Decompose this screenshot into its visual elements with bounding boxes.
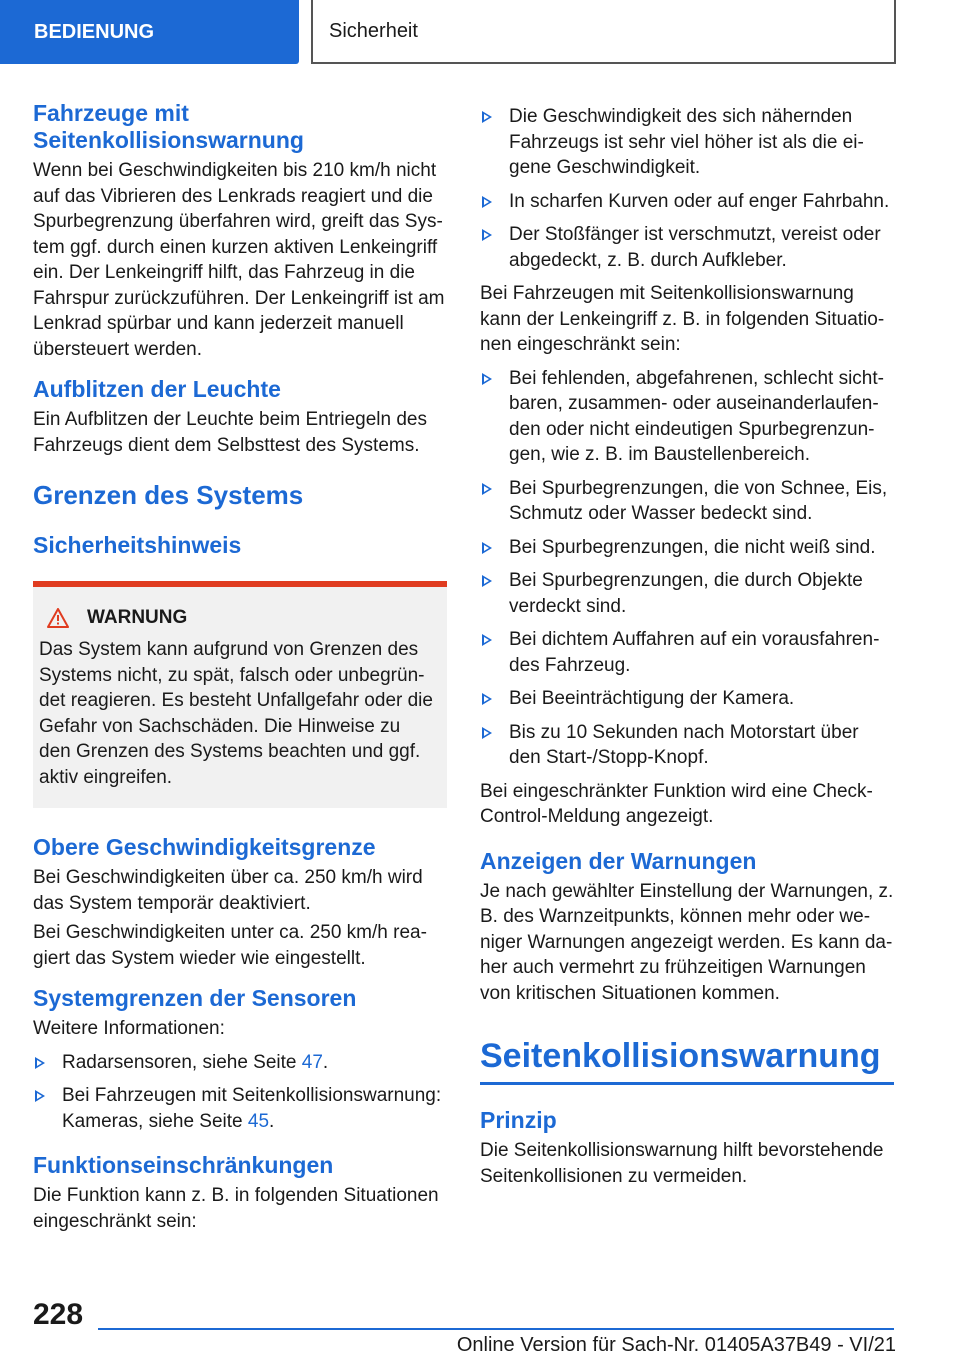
heading-sensors: Systemgrenzen der Sensoren	[33, 985, 357, 1011]
page-link[interactable]: 47	[301, 1051, 323, 1073]
list-item: Der Stoßfänger ist verschmutzt, vereist oder abgedeckt, z. B. durch Aufkleber.	[480, 222, 894, 273]
heading-vehicles: Fahrzeuge mit Seitenkollisionswarnung	[33, 100, 304, 153]
steer-restriction-list	[480, 366, 894, 771]
warning-title-row	[47, 607, 435, 629]
list-item: Bei Spurbegrenzungen, die durch Objekte verdeckt sind.	[480, 568, 894, 619]
paragraph-principle: Die Seitenkollisionswarnung hilft bevorstehende Seitenkollisionen zu vermeiden.	[480, 1140, 884, 1187]
triangle-bullet-icon	[482, 542, 492, 554]
footer-version: Online Version für Sach-Nr. 01405A37B49 - VI/21	[456, 1334, 896, 1356]
left-column	[33, 100, 447, 1234]
triangle-bullet-icon	[482, 693, 492, 705]
section-tab	[0, 0, 299, 64]
section-label: BEDIENUNG	[34, 20, 155, 43]
paragraph-speed-2: Bei Geschwindigkeiten unter ca. 250 km/h reagiert das System wieder wie eingestellt.	[33, 922, 427, 969]
list-item: Bei Fahrzeugen mit Seitenkollisionswarnung: Kameras, siehe Seite 45.	[33, 1083, 447, 1134]
heading-limits: Grenzen des Systems	[33, 480, 304, 510]
page-number: 228	[33, 1298, 84, 1331]
page-link[interactable]: 45	[247, 1110, 270, 1132]
paragraph-restrictions: Die Funktion kann z. B. in folgenden Situationen eingeschränkt sein:	[33, 1185, 439, 1232]
heading-flash: Aufblitzen der Leuchte	[33, 376, 281, 402]
heading-restrictions: Funktionseinschränkungen	[33, 1152, 334, 1178]
triangle-bullet-icon	[35, 1090, 45, 1102]
list-item: Radarsensoren, siehe Seite 47.	[33, 1050, 447, 1076]
paragraph-vehicles: Wenn bei Geschwindigkeiten bis 210 km/h nicht auf das Vibrieren des Lenkrads reagiert und die Spurbegrenzung überfahren wird, greift das System ggf. durch einen kurzen aktiven Lenkeingriff ein. Der Lenkeingriff hilft, das Fahrzeug in die Fahrspur zurückzuführen. Der Lenkeingriff ist am Lenkrad spürbar und kann jederzeit manuell übersteuert werden.	[33, 160, 445, 360]
list-item: Bis zu 10 Sekunden nach Motorstart über den Start-/Stopp-Knopf.	[480, 720, 894, 771]
section-title: Seitenkollisionswarnung	[480, 1036, 894, 1085]
triangle-bullet-icon	[35, 1057, 45, 1069]
triangle-bullet-icon	[482, 111, 492, 123]
list-item: Bei Spurbegrenzungen, die von Schnee, Eis, Schmutz oder Wasser bedeckt sind.	[480, 476, 894, 527]
list-item: Bei Spurbegrenzungen, die nicht weiß sind.	[480, 535, 894, 561]
warning-text: Das System kann aufgrund von Grenzen des Systems nicht, zu spät, falsch oder unbegründet reagieren. Es besteht Unfallgefahr oder die Gefahr von Sachschäden. Die Hinweise zu den Grenzen des Systems beachten und ggf. aktiv eingreifen.	[39, 639, 433, 788]
paragraph-flash: Ein Aufblitzen der Leuchte beim Entriegeln des Fahrzeugs dient dem Selbsttest des Systems.	[33, 409, 427, 456]
list-item: Bei fehlenden, abgefahrenen, schlecht sichtbaren, zusammen- oder auseinanderlaufenden oder nicht eindeutigen Spurbegrenzungen, wie z. B. im Baustellenbereich.	[480, 366, 894, 468]
heading-speed: Obere Geschwindigkeitsgrenze	[33, 834, 376, 860]
heading-display: Anzeigen der Warnungen	[480, 847, 757, 874]
list-item: Bei Beeinträchtigung der Kamera.	[480, 686, 894, 712]
heading-safety: Sicherheitshinweis	[33, 532, 242, 558]
chapter-header	[311, 0, 896, 64]
paragraph-steer: Bei Fahrzeugen mit Seitenkollisionswarnung kann der Lenkeingriff z. B. in folgenden Situationen eingeschränkt sein:	[480, 283, 885, 355]
list-item: Die Geschwindigkeit des sich nähernden Fahrzeugs ist sehr viel höher ist als die eigene Geschwindigkeit.	[480, 104, 894, 181]
restriction-list	[480, 104, 894, 273]
heading-principle: Prinzip	[480, 1107, 557, 1133]
right-column	[480, 104, 894, 1189]
sensor-list	[33, 1050, 447, 1135]
list-item: Bei dichtem Auffahren auf ein vorausfahrendes Fahrzeug.	[480, 627, 894, 678]
chapter-label: Sicherheit	[329, 19, 418, 42]
warning-triangle-icon	[47, 608, 69, 628]
list-item: In scharfen Kurven oder auf enger Fahrbahn.	[480, 189, 894, 215]
paragraph-display: Je nach gewählter Einstellung der Warnungen, z. B. des Warnzeitpunkts, können mehr oder weniger Warnungen angezeigt werden. Es kann daher auch vermehrt zu frühzeitigen Warnungen von kritischen Situationen kommen.	[480, 880, 894, 1004]
footer-divider	[98, 1328, 894, 1330]
triangle-bullet-icon	[482, 373, 492, 385]
paragraph-speed-1: Bei Geschwindigkeiten über ca. 250 km/h wird das System temporär deaktiviert.	[33, 867, 423, 914]
paragraph-check-control: Bei eingeschränkter Funktion wird eine Check-Control-Meldung angezeigt.	[480, 780, 873, 827]
triangle-bullet-icon	[482, 483, 492, 495]
triangle-bullet-icon	[482, 727, 492, 739]
triangle-bullet-icon	[482, 196, 492, 208]
warning-box	[33, 581, 447, 808]
triangle-bullet-icon	[482, 575, 492, 587]
triangle-bullet-icon	[482, 229, 492, 241]
triangle-bullet-icon	[482, 634, 492, 646]
paragraph-sensors: Weitere Informationen:	[33, 1018, 225, 1039]
warning-title: WARNUNG	[87, 607, 188, 628]
